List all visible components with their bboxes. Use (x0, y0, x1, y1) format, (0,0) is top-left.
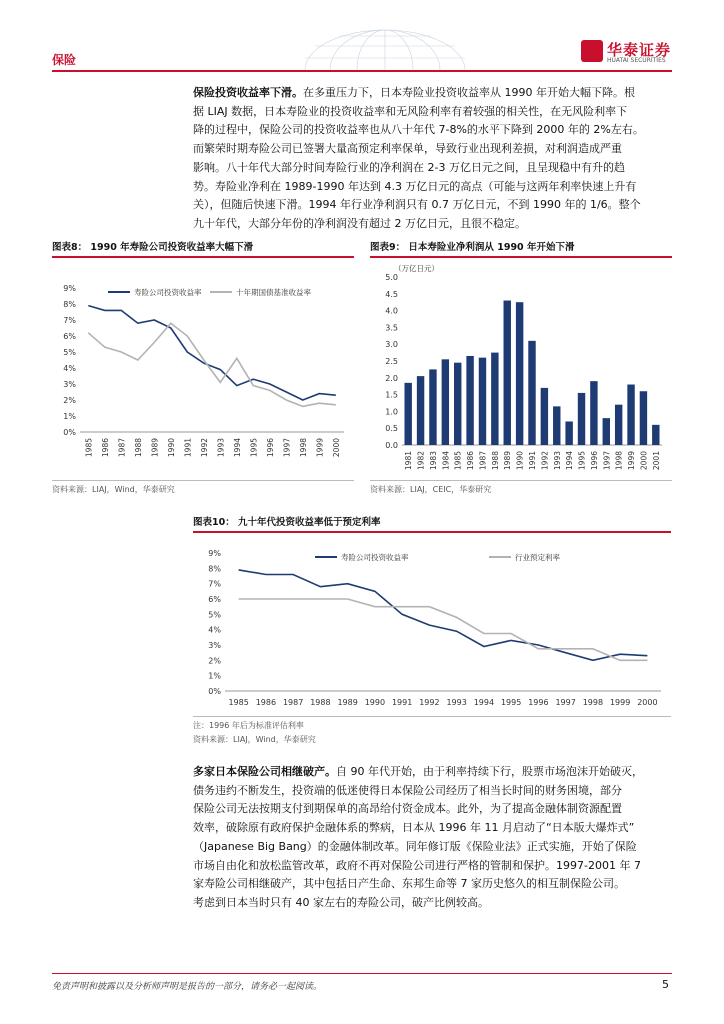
paragraph-investment-yield (193, 84, 671, 234)
x-tick-label: 1985 (453, 451, 463, 471)
unit-label: （万亿日元） (394, 264, 439, 273)
bar (615, 405, 622, 445)
x-tick-label: 1998 (614, 451, 624, 471)
figure-10-rule (193, 531, 671, 533)
logo-subtext: HUATAI SECURITIES (607, 57, 666, 64)
x-tick-label: 1990 (364, 698, 386, 707)
y-tick-label: 6% (208, 595, 221, 604)
x-tick-label: 1994 (565, 451, 575, 471)
y-tick-label: 2.0 (385, 373, 398, 383)
x-tick-label: 1984 (441, 451, 451, 471)
x-tick-label: 1987 (117, 438, 127, 458)
x-tick-label: 1997 (602, 451, 612, 471)
para-line: 自 90 年代开始，由于利率持续下行，股票市场泡沫开始破灭， (336, 765, 643, 778)
x-tick-label: 1986 (466, 451, 476, 471)
x-tick-label: 2000 (331, 438, 341, 458)
figure-8-rule (52, 256, 354, 258)
paragraph-lead: 保险投资收益率下滑。 (193, 86, 303, 99)
para-line: 关），但随后快速下滑。1994 年行业净利润只有 0.7 万亿日元，不到 1990 年的 1/6。整个 (193, 198, 641, 212)
para-line: 而繁荣时期寿险公司已签署大量高预定利率保单，导致行业出现利差损，对利润造成严重 (193, 142, 622, 156)
logo-text: 华泰证券 (607, 41, 672, 59)
legend-label: 十年期国债基准收益率 (236, 288, 311, 297)
x-tick-label: 1992 (419, 698, 440, 707)
y-tick-label: 3% (208, 641, 221, 650)
bar (652, 425, 659, 445)
x-tick-label: 1999 (315, 438, 325, 458)
x-tick-label: 1988 (490, 451, 500, 471)
figure-10-title: 图表10： 九十年代投资收益率低于预定利率 (193, 517, 381, 528)
para-line: （Japanese Big Bang）的金融体制改革。同年修订版《保险业法》正式实施，开始了保险 (193, 839, 637, 853)
para-line: 势。寿险业净利在 1989-1990 年达到 4.3 万亿日元的高点（可能与这两年利率快速上升有 (193, 179, 637, 193)
y-tick-label: 7% (63, 316, 76, 325)
bar (491, 353, 498, 445)
x-tick-label: 1993 (446, 698, 467, 707)
x-tick-label: 1991 (391, 698, 413, 707)
y-tick-label: 4% (63, 364, 76, 373)
logo-mark-icon (581, 40, 603, 62)
bar (590, 381, 597, 445)
paragraph-bankruptcies (193, 763, 671, 913)
bar (541, 388, 548, 445)
legend-label: 寿险公司投资收益率 (134, 288, 202, 297)
x-tick-label: 1995 (500, 698, 522, 707)
bar (578, 393, 585, 445)
bar (603, 418, 610, 445)
x-tick-label: 2000 (639, 451, 649, 471)
para-line: 据 LIAJ 数据，日本寿险业的投资收益率和无风险利率有着较强的相关性，在无风险利率下 (193, 104, 628, 118)
x-tick-label: 1998 (582, 698, 604, 707)
bar (640, 391, 647, 445)
x-tick-label: 1999 (609, 698, 631, 707)
figure-10-source: 资料来源：LIAJ，Wind，华泰研究 (193, 735, 316, 744)
bar (516, 302, 523, 445)
x-tick-label: 1992 (199, 438, 209, 458)
y-tick-label: 5.0 (385, 273, 398, 282)
legend-label: 寿险公司投资收益率 (341, 553, 409, 562)
y-tick-label: 3.5 (385, 323, 398, 333)
x-tick-label: 1987 (478, 451, 488, 471)
y-tick-label: 9% (63, 284, 76, 293)
series-line (239, 599, 648, 660)
bar (454, 363, 461, 445)
y-tick-label: 0.5 (385, 424, 398, 434)
x-tick-label: 1989 (503, 451, 513, 471)
bar (565, 421, 572, 445)
x-tick-label: 1993 (216, 438, 226, 458)
brand-logo (581, 40, 676, 68)
para-line: 考虑到日本当时只有 40 家左右的寿险公司，破产比例较高。 (193, 895, 489, 909)
y-tick-label: 2.5 (385, 357, 398, 366)
x-tick-label: 1988 (133, 438, 143, 458)
x-tick-label: 1990 (515, 451, 525, 471)
x-tick-label: 1994 (232, 438, 242, 458)
x-tick-label: 1997 (282, 438, 292, 458)
globe-decoration (300, 28, 470, 70)
x-tick-label: 1996 (265, 438, 275, 458)
legend-label: 行业预定利率 (515, 553, 560, 562)
x-tick-label: 1985 (228, 698, 249, 707)
x-tick-label: 1991 (528, 451, 537, 471)
y-tick-label: 9% (208, 549, 221, 558)
para-line: 市场自由化和放松监管改革，政府不再对保险公司进行严格的管制和保护。1997-2001 年 7 (193, 858, 641, 872)
para-line: 家寿险公司相继破产，其中包括日产生命、东邦生命等 7 家历史悠久的相互制保险公司。 (193, 877, 625, 891)
page-number: 5 (662, 978, 669, 991)
y-tick-label: 0% (208, 687, 221, 696)
y-tick-label: 6% (63, 332, 76, 341)
x-tick-label: 1993 (552, 451, 562, 471)
y-tick-label: 4.5 (385, 289, 398, 299)
bar (479, 358, 486, 445)
x-tick-label: 1981 (404, 451, 414, 471)
x-tick-label: 1992 (540, 451, 550, 471)
x-tick-label: 1991 (183, 438, 193, 458)
x-tick-label: 1999 (627, 451, 637, 471)
y-tick-label: 1% (63, 412, 76, 421)
para-line: 降的过程中，保险公司的投资收益率也从八十年代 7-8%的水平下降到 2000 年的 2%左右。 (193, 123, 644, 137)
y-tick-label: 0% (63, 428, 76, 437)
para-line: 债务违约不断发生，投资端的低迷使得日本保险公司经历了相当长时间的财务困境，部分 (193, 783, 622, 797)
x-tick-label: 1982 (416, 451, 426, 471)
para-line: 效率，破除原有政府保护金融体系的弊病，日本从 1996 年 11 月启动了“日本版大爆炸式” (193, 821, 635, 835)
y-tick-label: 7% (208, 579, 221, 589)
para-line: 保险公司无法按期支付到期保单的高昂给付资金成本。此外，为了提高金融体制资源配置 (193, 802, 622, 816)
y-tick-label: 8% (63, 300, 76, 309)
x-tick-label: 1985 (84, 438, 94, 458)
x-tick-label: 1983 (428, 451, 438, 471)
y-tick-label: 2% (208, 656, 221, 666)
y-tick-label: 3% (63, 380, 76, 389)
bar (627, 385, 634, 445)
y-tick-label: 8% (208, 564, 221, 574)
x-tick-label: 1987 (282, 698, 304, 707)
y-tick-label: 5% (208, 610, 221, 620)
series-line (239, 570, 648, 660)
figure-9-source: 资料来源：LIAJ，CEIC，华泰研究 (370, 485, 492, 494)
x-tick-label: 1995 (577, 451, 587, 471)
header-rule (52, 70, 672, 72)
footer-disclaimer: 免责声明和披露以及分析师声明是报告的一部分，请务必一起阅读。 (52, 982, 323, 992)
x-tick-label: 1986 (100, 438, 110, 458)
x-tick-label: 1996 (528, 698, 549, 707)
series-line (88, 306, 335, 400)
figure-10-note: 注：1996 年后为标准评估利率 (193, 721, 304, 730)
figure-9-rule (370, 256, 672, 258)
section-title: 保险 (52, 53, 77, 67)
figure-8-source-rule (52, 480, 354, 481)
y-tick-label: 4.0 (385, 306, 398, 316)
y-tick-label: 3.0 (385, 340, 398, 350)
figure-9-title: 图表9： 日本寿险业净利润从 1990 年开始下滑 (370, 242, 575, 253)
y-tick-label: 1% (208, 671, 221, 681)
x-tick-label: 1997 (555, 698, 576, 707)
figure-10-chart (193, 543, 671, 711)
figure-10-source-rule (193, 716, 671, 717)
series-line (88, 323, 335, 406)
y-tick-label: 2% (63, 396, 76, 405)
y-tick-label: 1.5 (385, 390, 398, 400)
y-tick-label: 1.0 (385, 407, 398, 417)
x-tick-label: 1996 (589, 451, 599, 471)
paragraph-lead: 多家日本保险公司相继破产。 (193, 765, 336, 778)
bar (466, 356, 473, 445)
bar (528, 341, 535, 445)
bar (504, 301, 511, 445)
bar (442, 359, 449, 445)
figure-9-chart (370, 262, 672, 472)
bar (429, 369, 436, 445)
bar (417, 376, 424, 445)
x-tick-label: 1989 (150, 438, 160, 458)
y-tick-label: 0.0 (385, 441, 398, 450)
x-tick-label: 1998 (298, 438, 308, 458)
para-line: 在多重压力下，日本寿险业投资收益率从 1990 年开始大幅下降。根 (303, 86, 635, 99)
x-tick-label: 2001 (651, 451, 661, 471)
y-tick-label: 5% (63, 348, 76, 357)
figure-8-title: 图表8： 1990 年寿险公司投资收益率大幅下滑 (52, 242, 254, 253)
bar (404, 383, 411, 445)
x-tick-label: 1990 (166, 438, 176, 458)
figure-8-chart (52, 280, 352, 470)
footer-rule (52, 973, 672, 974)
para-line: 影响。八十年代大部分时间寿险行业的净利润在 2-3 万亿日元之间，且呈现稳中有升的趋 (193, 160, 625, 174)
x-tick-label: 1994 (473, 698, 495, 707)
x-tick-label: 1986 (255, 698, 277, 707)
y-tick-label: 4% (208, 625, 221, 635)
x-tick-label: 1995 (249, 438, 259, 458)
figure-8-source: 资料来源：LIAJ，Wind，华泰研究 (52, 485, 175, 494)
para-line: 九十年代，大部分年份的净利润没有超过 2 万亿日元，且很不稳定。 (193, 216, 526, 230)
x-tick-label: 1988 (310, 698, 331, 707)
x-tick-label: 2000 (637, 698, 658, 707)
x-tick-label: 1989 (337, 698, 358, 707)
figure-9-source-rule (370, 480, 672, 481)
bar (553, 406, 560, 445)
